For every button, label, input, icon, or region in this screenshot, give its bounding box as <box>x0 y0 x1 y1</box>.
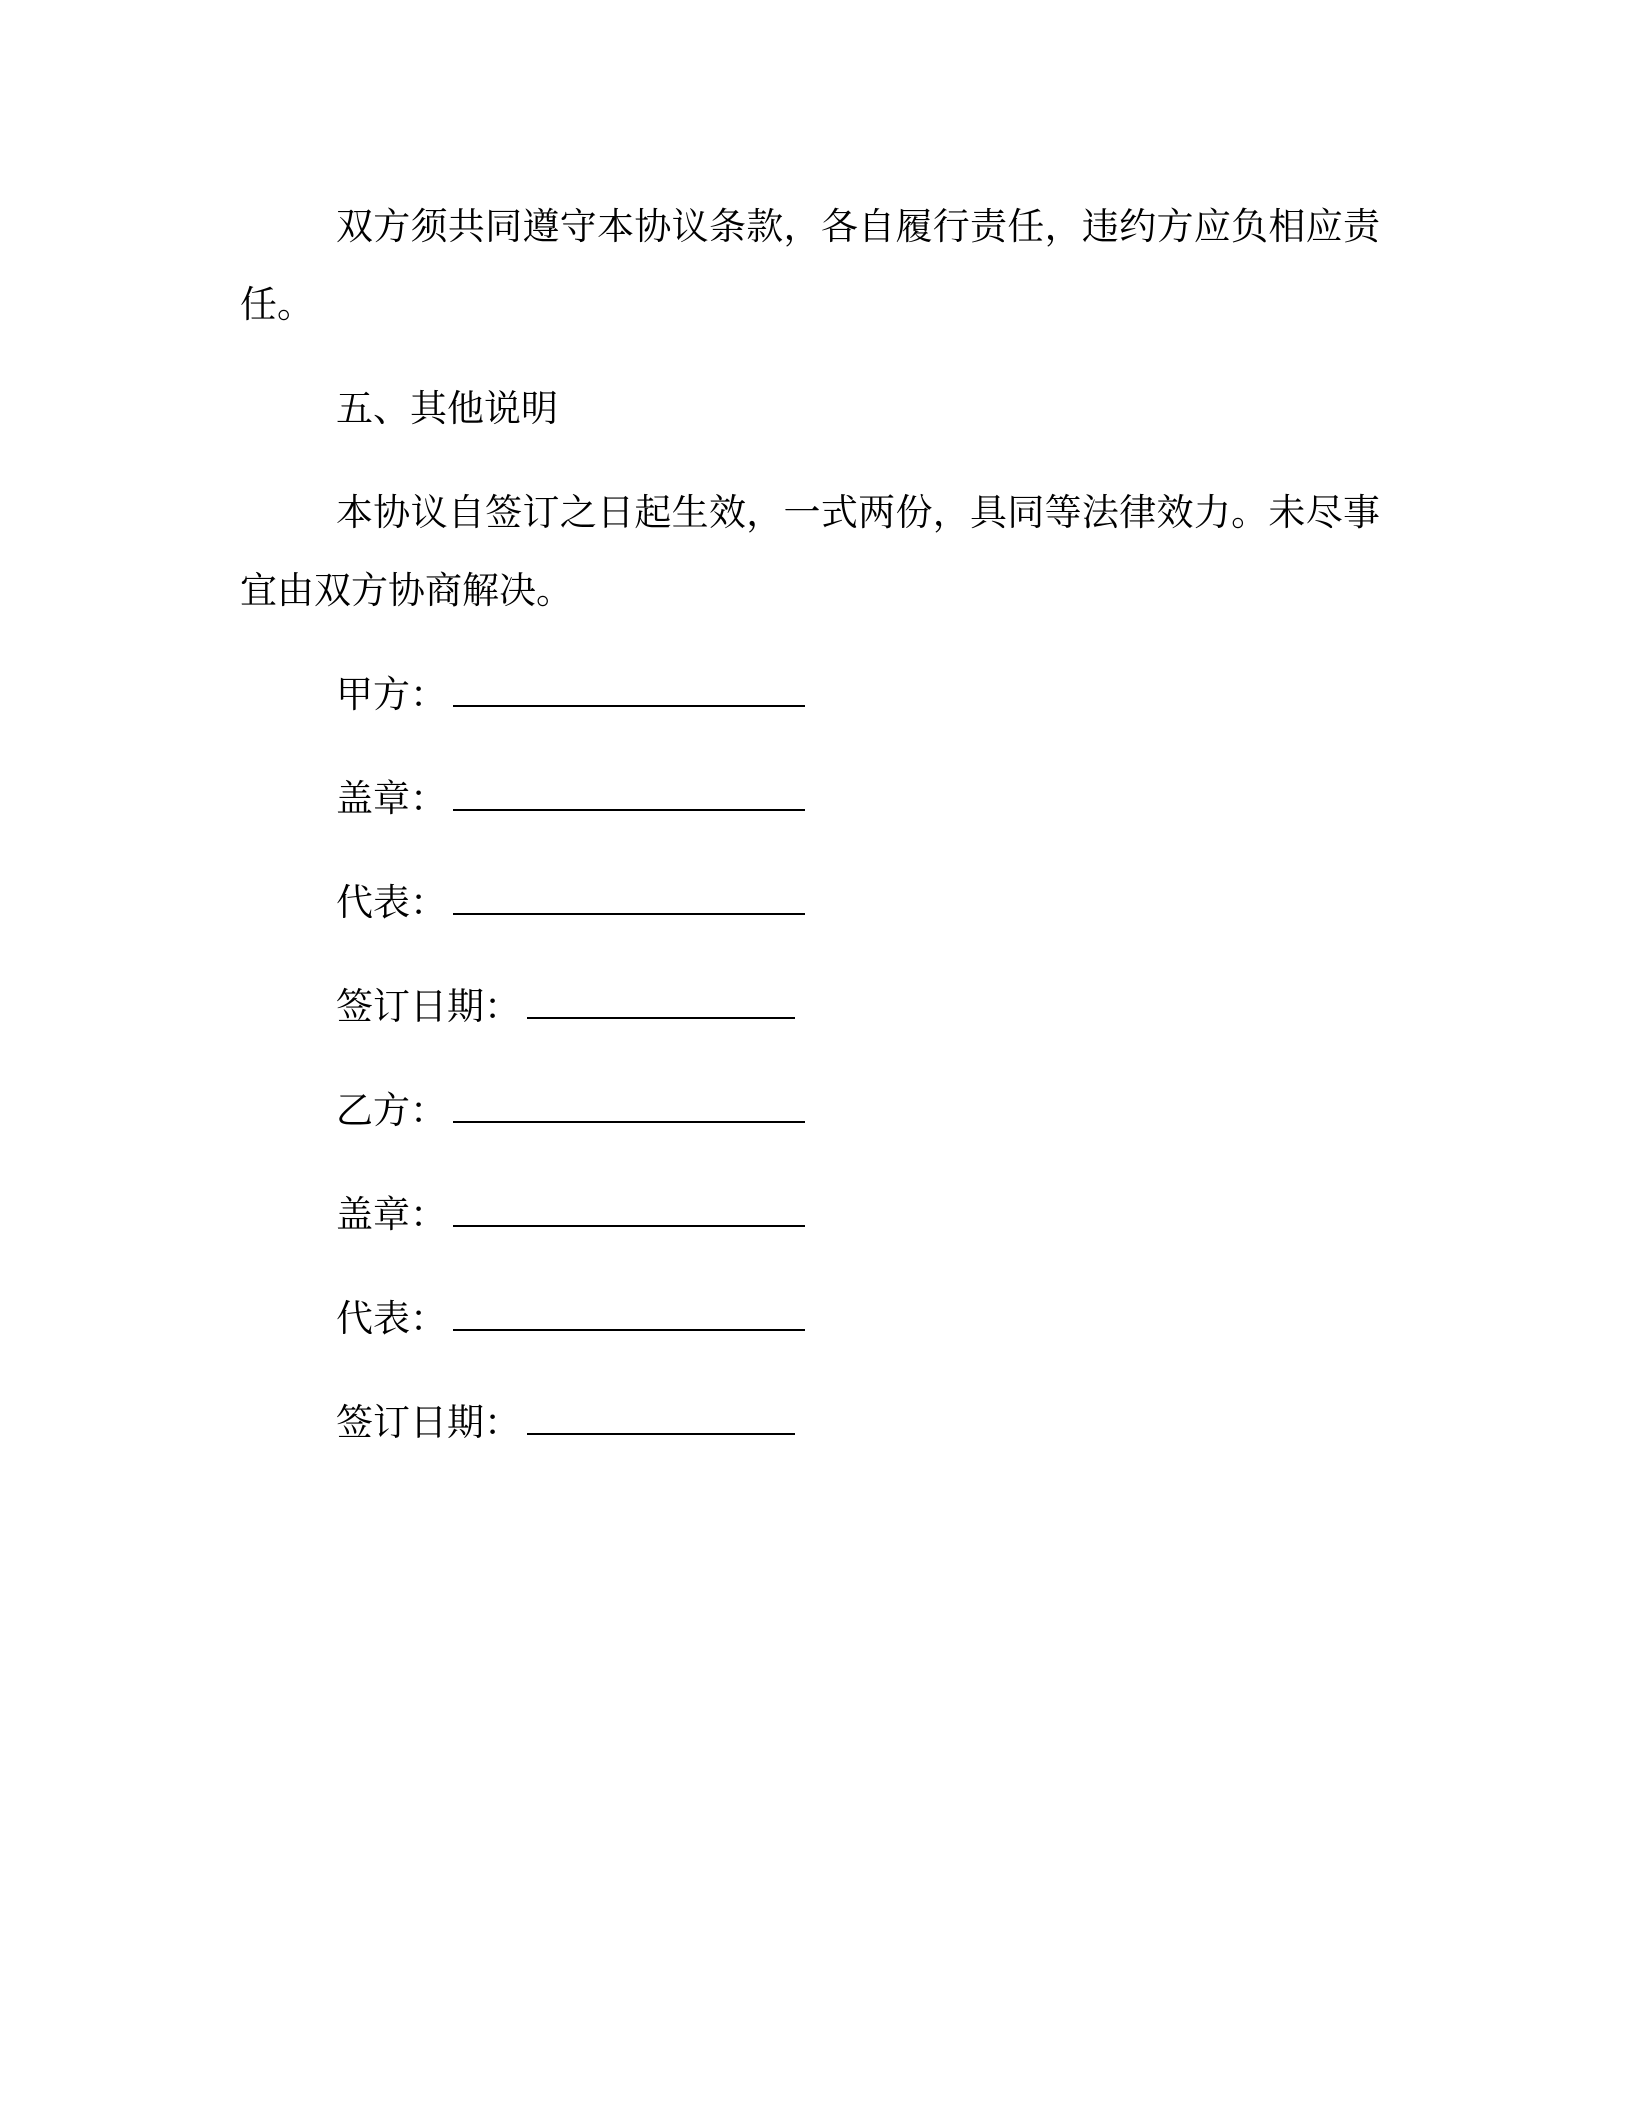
party-b-seal-label: 盖章： <box>336 1193 447 1236</box>
party-b-date-blank <box>527 1403 795 1435</box>
party-a-date-label: 签订日期： <box>336 985 521 1028</box>
party-a-rep-blank <box>453 883 805 915</box>
party-a-name-line <box>240 656 1380 734</box>
party-b-date-label: 签订日期： <box>336 1401 521 1444</box>
party-b-rep-blank <box>453 1299 805 1331</box>
party-b-name-blank <box>453 1091 805 1123</box>
party-a-seal-line <box>240 760 1380 838</box>
party-a-name-label: 甲方： <box>336 673 447 716</box>
party-b-name-label: 乙方： <box>336 1089 447 1132</box>
party-b-rep-label: 代表： <box>336 1297 447 1340</box>
document-body <box>240 188 1380 1488</box>
party-a-rep-line <box>240 864 1380 942</box>
party-b-rep-line <box>240 1280 1380 1358</box>
party-b-name-line <box>240 1072 1380 1150</box>
party-a-rep-label: 代表： <box>336 881 447 924</box>
party-a-date-line <box>240 968 1380 1046</box>
party-b-seal-blank <box>453 1195 805 1227</box>
party-b-date-line <box>240 1384 1380 1462</box>
party-a-seal-blank <box>453 779 805 811</box>
party-a-seal-label: 盖章： <box>336 777 447 820</box>
effect-paragraph: 本协议自签订之日起生效，一式两份，具同等法律效力。未尽事宜由双方协商解决。 <box>240 491 1380 612</box>
party-a-name-blank <box>453 675 805 707</box>
party-b-seal-line <box>240 1176 1380 1254</box>
section-heading-other: 五、其他说明 <box>336 387 558 430</box>
party-a-date-blank <box>527 987 795 1019</box>
obligation-paragraph: 双方须共同遵守本协议条款，各自履行责任，违约方应负相应责任。 <box>240 205 1380 326</box>
